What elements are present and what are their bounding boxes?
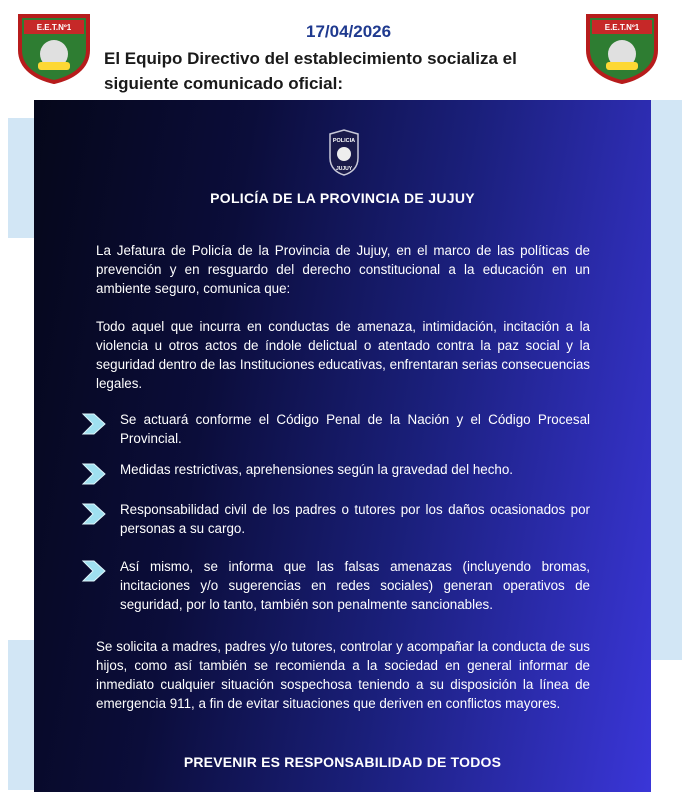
chevron-right-icon: [80, 462, 108, 486]
paragraph-intro: La Jefatura de Policía de la Provincia de Jujuy, en el marco de las políticas de prevención y en resguardo del derecho constitucional a la educación en un ambiente seguro, comunica que:: [96, 243, 590, 296]
bullet-text: Se actuará conforme el Código Penal de la Nación y el Código Procesal Provincial.: [120, 412, 590, 446]
chevron-right-icon: [80, 412, 108, 436]
bullet-text: Así mismo, se informa que las falsas amenazas (incluyendo bromas, incitaciones y/o sugerencias en redes sociales) generan operativos de seguridad, por lo tanto, también son penalmente sancionables.: [120, 559, 590, 612]
paragraph-request: Se solicita a madres, padres y/o tutores, controlar y acompañar la conducta de sus hijos, como así también se recomienda a la sociedad en general informar de inmediato cualquier situación sospechosa teniendo a su disposición la línea de emergencia 911, a fin de evitar situaciones que deriven en conflictos mayores.: [96, 639, 590, 711]
announcement-intro: El Equipo Directivo del establecimiento socializa el siguiente comunicado oficial:: [104, 49, 517, 93]
poster-footer-slogan: PREVENIR ES RESPONSABILIDAD DE TODOS: [183, 754, 502, 770]
chevron-right-icon: [80, 502, 108, 526]
bullet-text: Medidas restrictivas, aprehensiones según la gravedad del hecho.: [120, 462, 514, 477]
bullet-text: Responsabilidad civil de los padres o tutores por los daños ocasionados por personas a su cargo.: [120, 502, 590, 536]
police-badge-icon: [327, 128, 361, 176]
school-shield-logo-left: [16, 12, 92, 84]
announcement-date: 17/04/2026: [306, 22, 392, 41]
paragraph-warning: Todo aquel que incurra en conductas de amenaza, intimidación, incitación a la violencia u otros actos de índole delictual o atentado contra la paz social y la seguridad dentro de las Instituciones educativas, enfrentaran serias consecuencias legales.: [96, 319, 590, 391]
poster-title: POLICÍA DE LA PROVINCIA DE JUJUY: [210, 190, 475, 206]
school-shield-logo-right: [584, 12, 660, 84]
police-communique-poster: [34, 100, 651, 792]
chevron-right-icon: [80, 559, 108, 583]
svg-text:JUJUY: JUJUY: [335, 166, 353, 172]
svg-text:POLICIA: POLICIA: [332, 138, 356, 144]
svg-text:E.E.T.Nº1: E.E.T.Nº1: [36, 23, 72, 32]
background-band-right: [648, 100, 682, 660]
svg-text:E.E.T.Nº1: E.E.T.Nº1: [604, 23, 640, 32]
